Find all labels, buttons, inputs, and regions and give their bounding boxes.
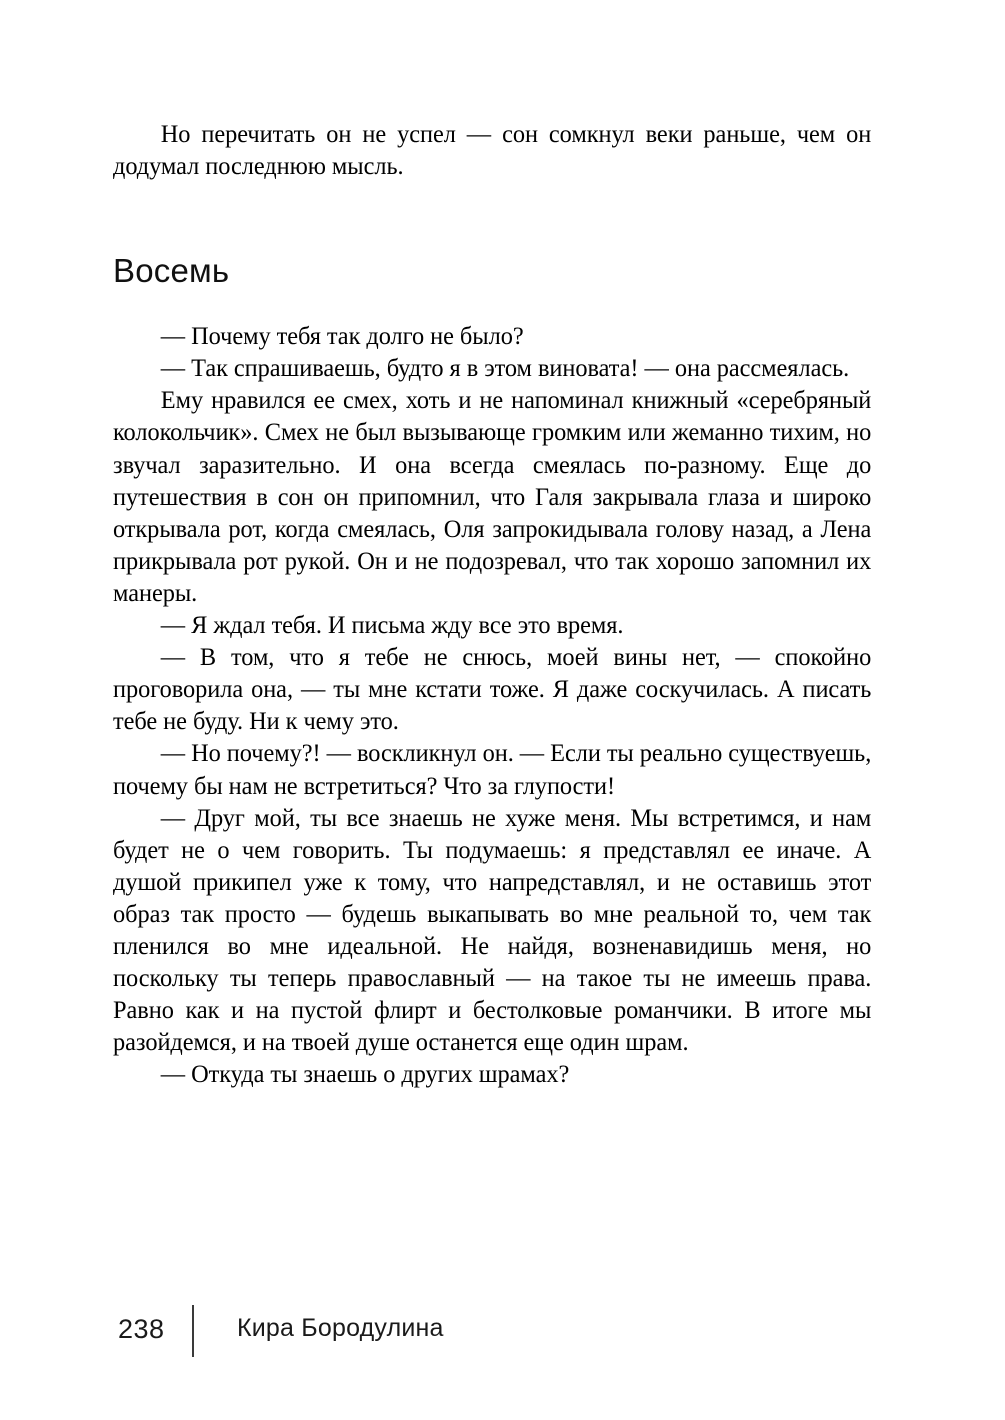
paragraph-dialogue-2: — Так спрашиваешь, будто я в этом виновата! — она рассмеялась.	[160, 353, 850, 383]
footer-divider-rule	[192, 1305, 194, 1357]
page-footer	[113, 1300, 873, 1370]
paragraph-narrative-laugh: Ему нравился ее смех, хоть и не напоминал книжный «серебряный колокольчик». Смех не был вызывающе громким или жеманно тихим, но звучал заразительно. И она всегда смеялась по-разному. Еще до путешествия в сон он припомнил, что Галя закрывала глаза и широко открывала рот, когда смеялась, Оля запрокидывала голову назад, а Лена прикрывала рот рукой. Он и не подозревал, что так хорошо запомнил их манеры.	[113, 385, 872, 607]
spacer-after-heading	[113, 290, 871, 320]
paragraph-dialogue-5: — В том, что я тебе не снюсь, моей вины нет, — спокойно проговорила она, — ты мне кстати тоже. Я даже соскучилась. А писать тебе не буду. Ни к чему это.	[113, 642, 872, 736]
paragraph-dialogue-6: — Но почему?! — воскликнул он. — Если ты реально существуешь, почему бы нам не встретиться? Что за глупости!	[113, 738, 872, 800]
chapter-heading: Восемь	[113, 252, 230, 290]
running-author-name: Кира Бородулина	[237, 1314, 444, 1342]
spacer-before-heading	[113, 182, 871, 252]
paragraph-dialogue-8: — Откуда ты знаешь о других шрамах?	[160, 1059, 570, 1089]
paragraph-intro: Но перечитать он не успел — сон сомкнул веки раньше, чем он додумал последнюю мысль.	[113, 119, 872, 181]
paragraph-dialogue-7: — Друг мой, ты все знаешь не хуже меня. Мы встретимся, и нам будет не о чем говорить. Ты подумаешь: я представлял ее иначе. А душой прикипел уже к тому, что напредставлял, и не оставишь этот образ так просто — будешь выкапывать во мне реальной то, чем так пленился во мне идеальной. Не найдя, возненавидишь меня, но поскольку ты теперь православный — на такое ты не имеешь права. Равно как и на пустой флирт и бестолковые романчики. В итоге мы разойдемся, и на твоей душе останется еще один шрам.	[113, 802, 872, 1057]
paragraph-dialogue-4: — Я ждал тебя. И письма жду все это время.	[160, 610, 624, 640]
text-column	[113, 118, 871, 1090]
page-number: 238	[118, 1314, 165, 1344]
paragraph-dialogue-1: — Почему тебя так долго не было?	[160, 321, 524, 351]
